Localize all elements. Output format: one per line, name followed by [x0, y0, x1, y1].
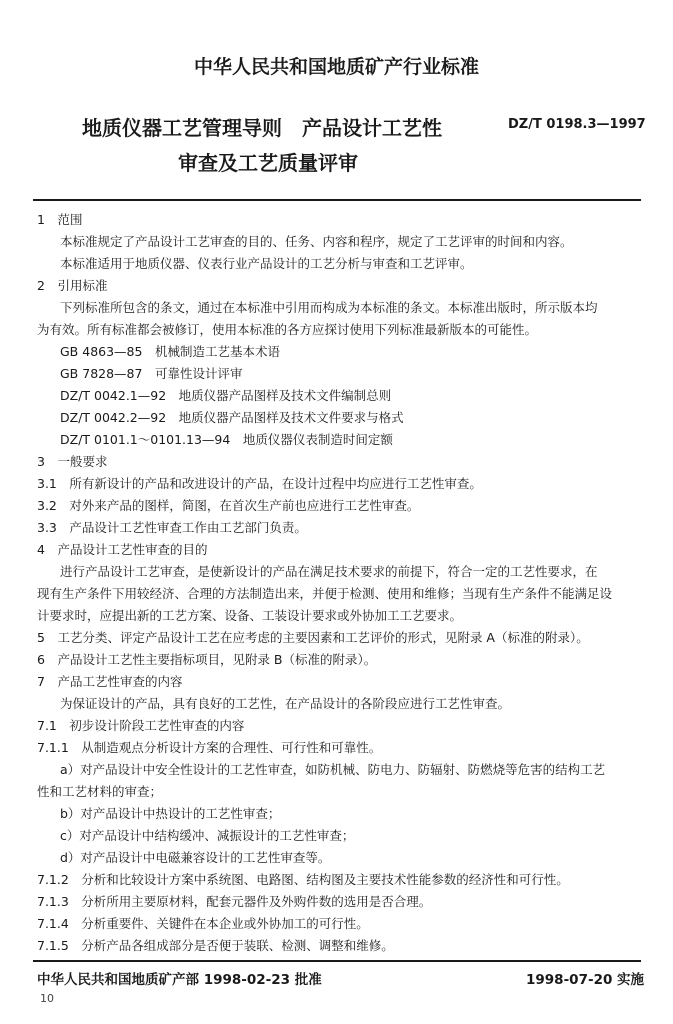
text-line: 性和工艺材料的审查；	[37, 784, 163, 799]
text-line: 3 一般要求	[37, 454, 108, 469]
text-line: 7.1.2 分析和比较设计方案中系统图、电路图、结构图及主要技术性能参数的经济性和可行性。	[37, 872, 569, 887]
text-line: 7 产品工艺性审查的内容	[37, 674, 183, 689]
text-line: 2 引用标准	[37, 278, 108, 293]
text-line: 计要求时，应提出新的工艺方案、设备、工装设计要求或外协加工工艺要求。	[37, 608, 463, 623]
text-line: 7.1.5 分析产品各组成部分是否便于装联、检测、调整和维修。	[37, 938, 394, 953]
text-line: c）对产品设计中结构缓冲、减振设计的工艺性审查；	[60, 828, 355, 843]
text-line: d）对产品设计中电磁兼容设计的工艺性审查等。	[60, 850, 331, 865]
text-line: 本标准规定了产品设计工艺审查的目的、任务、内容和程序，规定了工艺评审的时间和内容。	[60, 234, 573, 249]
title-line-2: 审查及工艺质量评审	[178, 151, 358, 175]
text-line: 3.2 对外来产品的图样，简图，在首次生产前也应进行工艺性审查。	[37, 498, 420, 513]
text-line: 7.1 初步设计阶段工艺性审查的内容	[37, 718, 245, 733]
text-line: b）对产品设计中热设计的工艺性审查；	[60, 806, 281, 821]
effective-date: 1998-07-20 实施	[526, 972, 645, 988]
header-rule	[33, 199, 641, 201]
text-line: 现有生产条件下用较经济、合理的方法制造出来，并便于检测、使用和维修；当现有生产条件不能满足设	[37, 586, 613, 601]
text-line: DZ/T 0101.1～0101.13—94 地质仪器仪表制造时间定额	[60, 432, 393, 447]
text-line: GB 4863—85 机械制造工艺基本术语	[60, 344, 280, 359]
text-line: 3.1 所有新设计的产品和改进设计的产品，在设计过程中均应进行工艺性审查。	[37, 476, 482, 491]
text-line: GB 7828—87 可靠性设计评审	[60, 366, 243, 381]
text-line: 4 产品设计工艺性审查的目的	[37, 542, 208, 557]
text-line: 5 工艺分类、评定产品设计工艺在应考虑的主要因素和工艺评价的形式，见附录 A（标准的附录）。	[37, 630, 589, 645]
text-line: DZ/T 0042.1—92 地质仪器产品图样及技术文件编制总则	[60, 388, 392, 403]
text-line: DZ/T 0042.2—92 地质仪器产品图样及技术文件要求与格式	[60, 410, 404, 425]
issuing-body: 中华人民共和国地质矿产行业标准	[193, 56, 479, 78]
footer-rule	[33, 960, 641, 962]
title-line-1: 地质仪器工艺管理导则 产品设计工艺性	[82, 116, 442, 140]
text-line: 7.1.3 分析所用主要原材料，配套元器件及外购件数的选用是否合理。	[37, 894, 432, 909]
standard-code: DZ/T 0198.3—1997	[508, 117, 646, 132]
text-line: 为有效。所有标准都会被修订，使用本标准的各方应探讨使用下列标准最新版本的可能性。	[37, 322, 538, 337]
approval-date: 中华人民共和国地质矿产部 1998-02-23 批准	[37, 972, 322, 988]
text-line: 6 产品设计工艺性主要指标项目，见附录 B（标准的附录）。	[37, 652, 377, 667]
text-line: 1 范围	[37, 212, 83, 227]
text-line: 7.1.1 从制造观点分析设计方案的合理性、可行性和可靠性。	[37, 740, 382, 755]
text-line: 7.1.4 分析重要件、关键件在本企业或外协加工的可行性。	[37, 916, 369, 931]
text-line: 本标准适用于地质仪器、仪表行业产品设计的工艺分析与审查和工艺评审。	[60, 256, 473, 271]
text-line: a）对产品设计中安全性设计的工艺性审查，如防机械、防电力、防辐射、防燃烧等危害的结构工艺	[60, 762, 606, 777]
page-number: 10	[40, 992, 54, 1005]
text-line: 下列标准所包含的条文，通过在本标准中引用而构成为本标准的条文。本标准出版时，所示版本均	[60, 300, 598, 315]
text-line: 为保证设计的产品，具有良好的工艺性，在产品设计的各阶段应进行工艺性审查。	[60, 696, 511, 711]
text-line: 3.3 产品设计工艺性审查工作由工艺部门负责。	[37, 520, 307, 535]
text-line: 进行产品设计工艺审查，是使新设计的产品在满足技术要求的前提下，符合一定的工艺性要求，在	[60, 564, 598, 579]
